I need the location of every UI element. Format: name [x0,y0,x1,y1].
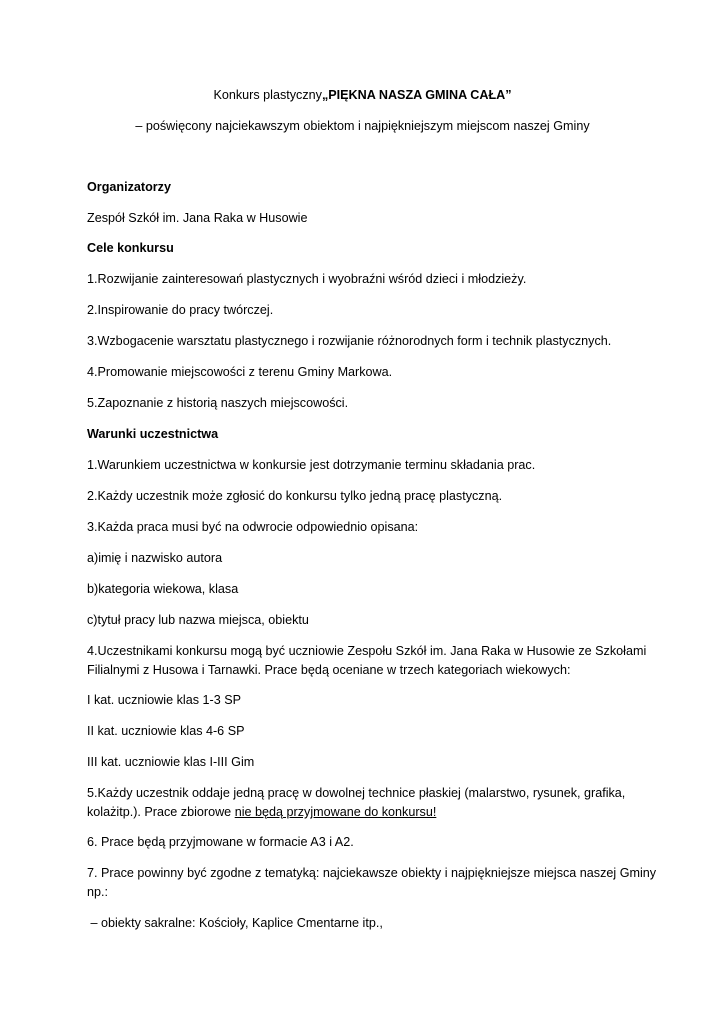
condition-item-continuation: Filialnymi z Husowa i Tarnawki. Prace będą oceniane w trzech kategoriach wiekowych: [87,663,571,677]
condition-subitem: c)tytuł pracy lub nazwa miejsca, obiektu [87,613,309,627]
condition-item: 7. Prace powinny być zgodne z tematyką: najciekawsze obiekty i najpiękniejsze miejsca naszej Gminy [87,866,657,880]
goal-item: 1.Rozwijanie zainteresowań plastycznych i wyobraźni wśród dzieci i młodzieży. [87,272,527,286]
condition-subitem: – obiekty sakralne: Kościoły, Kaplice Cmentarne itp., [87,916,383,930]
organizers-name: Zespół Szkół im. Jana Raka w Husowie [87,211,308,225]
condition-item: 3.Każda praca musi być na odwrocie odpowiednio opisana: [87,520,419,534]
goal-item: 4.Promowanie miejscowości z terenu Gminy Markowa. [87,365,393,379]
title-prefix: Konkurs plastyczny [213,88,322,102]
age-category: III kat. uczniowie klas I-III Gim [87,755,255,769]
condition-item: 6. Prace będą przyjmowane w formacie A3 i A2. [87,835,354,849]
age-category: I kat. uczniowie klas 1-3 SP [87,693,241,707]
goal-item: 3.Wzbogacenie warsztatu plastycznego i rozwijanie różnorodnych form i technik plastycznych. [87,334,612,348]
condition-item-continuation [87,803,436,821]
organizers-heading: Organizatorzy [87,180,171,194]
condition-subitem: b)kategoria wiekowa, klasa [87,582,239,596]
condition-item: 4.Uczestnikami konkursu mogą być uczniowie Zespołu Szkół im. Jana Raka w Husowie ze Szkołami [87,644,647,658]
item5-prefix: kolażitp.). Prace zbiorowe [87,805,235,819]
document-title [0,88,725,102]
document-subtitle: – poświęcony najciekawszym obiektom i najpiękniejszym miejscom naszej Gminy [135,119,590,133]
goals-heading: Cele konkursu [87,241,174,255]
condition-subitem: a)imię i nazwisko autora [87,551,223,565]
conditions-heading: Warunki uczestnictwa [87,427,219,441]
condition-item: 5.Każdy uczestnik oddaje jedną pracę w dowolnej technice płaskiej (malarstwo, rysunek, grafika, [87,786,626,800]
age-category: II kat. uczniowie klas 4-6 SP [87,724,245,738]
title-contest-name: „PIĘKNA NASZA GMINA CAŁA” [321,88,512,102]
item5-underlined-note: nie będą przyjmowane do konkursu! [234,805,437,819]
condition-item: 2.Każdy uczestnik może zgłosić do konkursu tylko jedną pracę plastyczną. [87,489,503,503]
condition-item: 1.Warunkiem uczestnictwa w konkursie jest dotrzymanie terminu składania prac. [87,458,536,472]
goal-item: 2.Inspirowanie do pracy twórczej. [87,303,274,317]
goal-item: 5.Zapoznanie z historią naszych miejscowości. [87,396,349,410]
condition-item-continuation: np.: [87,885,109,899]
